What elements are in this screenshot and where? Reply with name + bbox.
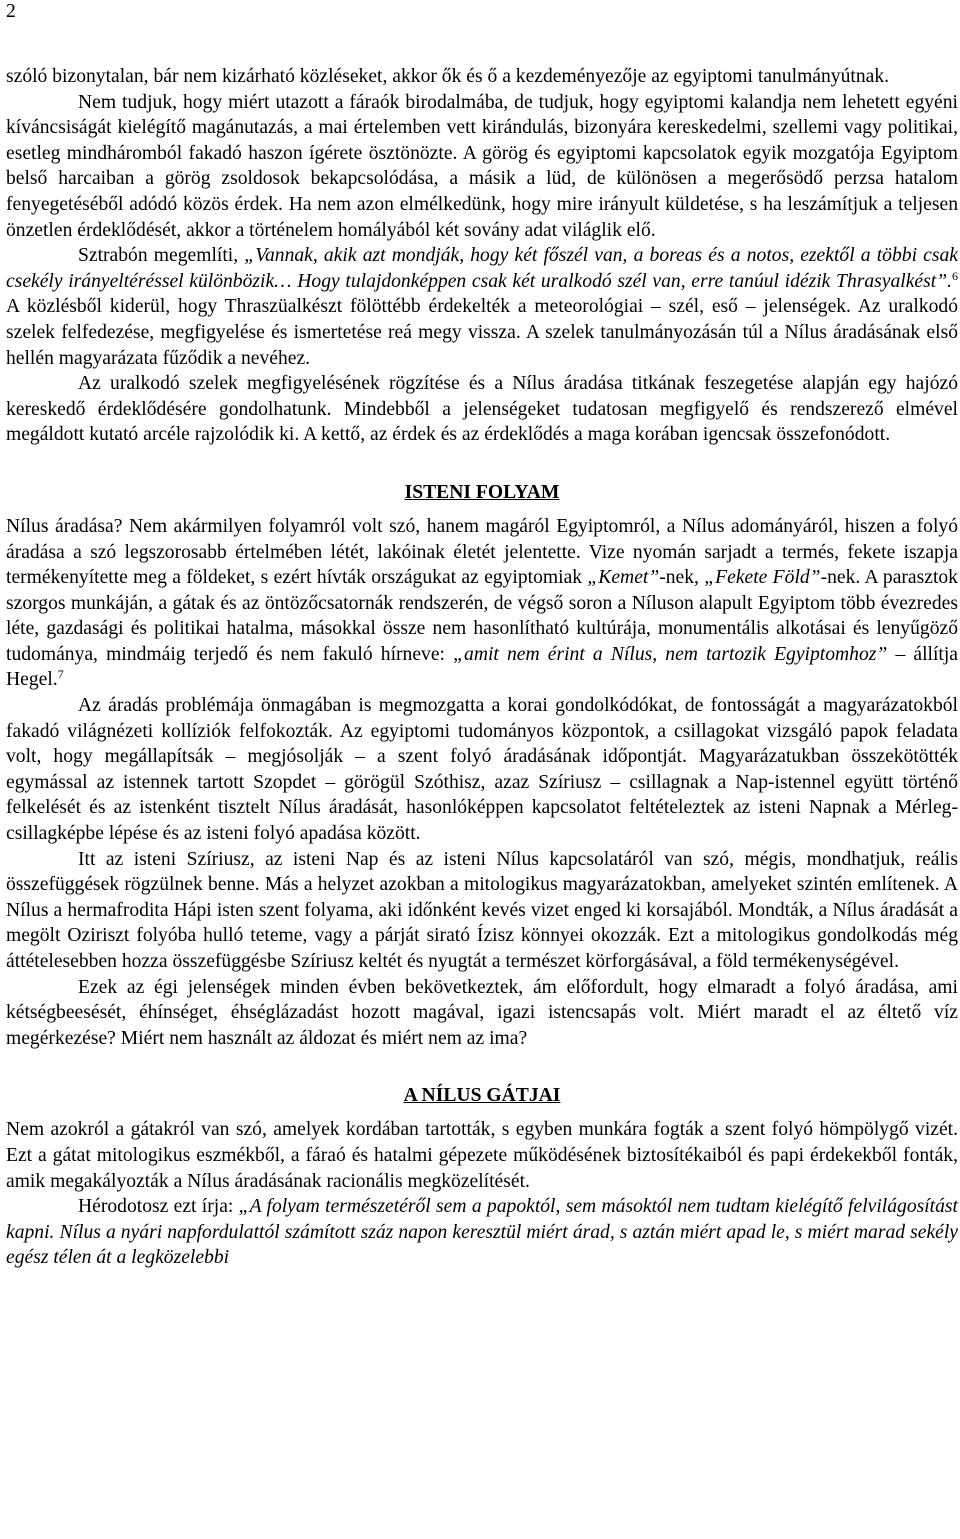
document-body [6,64,958,1271]
strabon-lead: Sztrabón megemlíti, [78,245,245,267]
paragraph-journey: Nem tudjuk, hogy miért utazott a fáraók birodalmába, de tudjuk, hogy egyiptomi kalandja nem lehetett egyéni kíváncsiságát kielégítő magánutazás, a mai értelemben vett kirándulás, bizonyára kereskedelmi, szellemi vagy politikai, esetleg mindháromból fakadó haszon ígérete ösztönözte. A görög és egyiptomi kapcsolatok egyik mozgatója Egyiptom belső harcaiban a görög zsoldosok bekapcsolódása, a másik a lüd, de különösen a megerősödő perzsa hatalom fenyegetéséből adódó közös érdek. Ha nem azon elmélkedünk, hogy mire irányult küldetése, s ha leszámítjuk a teljesen önzetlen érdeklődését, akkor a történelem homályából két sovány adat világlik elő. [6,91,958,241]
section-title-isteni-folyam [6,480,958,506]
paragraph-herodotosz [6,1194,958,1271]
paragraph-isteni-sziriusz: Itt az isteni Szíriusz, az isteni Nap és az isteni Nílus kapcsolatáról van szó, mégis, mondhatjuk, reális összefüggések rögzülnek benne. Más a helyzet azokban a mitologikus magyarázatokban, amelyeket szintén említenek. A Nílus a hermafrodita Hápi isten szent folyama, aki időnként kevés vizet enged ki korsajából. Mondták, a Nílus áradását a megölt Oziriszt folyóba hulló teteme, vagy a párját sirató Ízisz könnyei okozzák. Ezt a mitologikus gondolkodás még áttételesebben hozza összefüggésbe Szíriusz keltét és nyugtát a természet körforgásával, a föld termékenységével. [6,848,958,972]
herodotosz-lead: Hérodotosz ezt írja: [78,1196,239,1218]
footnote-ref-6: 6 [952,268,958,283]
paragraph-aradas-problema: Az áradás problémája önmagában is megmozgatta a korai gondolkódókat, de fontosságát a magyarázatokból fakadó világnézeti kollíziók felfokozták. Az egyiptomi tudományos központok, a csillagokat vizsgáló papok feladata volt, hogy megállapítsák – megjósolják – a szent folyó áradásának időpontját. Magyarázatukban összekötötték egymással az istennek tartott Szopdet – görögül Szóthisz, azaz Szíriusz – csillagnak a Nap-istennel együtt történő felkelését és az istenként tisztelt Nílus áradását, hasonlóképpen kapcsolatot feltételeztek az isteni Napnak a Mérleg-csillagképbe lépése és az isteni folyó apadása között. [6,695,958,845]
herodotosz-quote: „A folyam természetéről sem a papoktól, sem másoktól nem tudtam kielégítő felvilágosítást kapni. Nílus a nyári napfordulattól számított száz napon keresztül miért árad, s aztán miért apad le, s miért marad sekély egész télen át a legközelebbi [6,1196,958,1269]
strabon-rest: A közlésből kiderül, hogy Thraszüalkészt fölöttébb érdekelték a meteorológiai – szél, eső – jelenségek. Az uralkodó szelek felfedezése, megfigyelése és ismertetése reá megy vissza. A szelek tanulmányozásán túl a Nílus áradásának első hellén magyarázata fűződik a nevéhez. [6,296,958,369]
paragraph-gatakrol: Nem azokról a gátakról van szó, amelyek kordában tartották, s egyben munkára fogták a szent folyó hömpölygő vizét. Ezt a gátat mitologikus eszmékből, a fáraó és hatalmi gépezete működésének biztosítékaiból és papi érdekekből fonták, amik megakályozták a Nílus áradásának racionális megközelítését. [6,1119,958,1192]
paragraph-egi-jelensegek: Ezek az égi jelenségek minden évben bekövetkeztek, ám előfordult, hogy elmaradt a folyó áradása, ami kétségbeesését, éhínséget, éhséglázadást hozott magával, igazi istencsapás volt. Miért maradt el az éltető víz megérkezése? Miért nem használt az áldozat és miért nem az ima? [6,976,958,1049]
strabon-quote: „Vannak, akik azt mondják, hogy két főszél van, a boreas és a notos, ezektől a többi csak csekély irányeltéréssel különbözik… Hogy tulajdonképpen csak két uralkodó szél van, erre tanúul idézik Thrasyalkést”. [6,245,958,292]
paragraph-text: -nek, [659,567,705,589]
paragraph-text: -nek. A parasztok szorgos munkáján, a gátak és az öntözőcsatornák rendszerén, de végső soron a Níluson alapult Egyiptom több évezredes léte, gazdasági és politikai hatalma, másokkal össze nem hasonlítható kultúrája, monumentális alkotásai és lenyűgöző tudománya, mindmáig terjedő és nem fakuló hírneve: [6,567,958,665]
section-title-rest: ÍLUS GÁTJAI [435,1085,561,1107]
footnote-ref-7: 7 [57,667,64,682]
fekete-fold-term: „Fekete Föld” [704,567,821,589]
paragraph-nilus-aradasa [6,514,958,693]
paragraph-merchant: Az uralkodó szelek megfigyelésének rögzítése és a Nílus áradása titkának feszegetése alapján egy hajózó kereskedő érdeklődésére gondolhatunk. Mindebből a jelenségeket tudatosan megfigyelő és rendszerező elmével megáldott kutató arcéle rajzolódik ki. A kettő, az érdek és az érdeklődés a maga korában igencsak összefonódott. [6,373,958,446]
section-title-initial: A N [403,1085,436,1107]
paragraph-strabon [6,243,958,371]
section-title-rest: STENI FOLYAM [412,481,560,503]
hegel-quote: „amit nem érint a Nílus, nem tartozik Egyiptomhoz” [453,643,888,665]
paragraph-intro-continuation: szóló bizonytalan, bár nem kizárható közléseket, akkor ők és ő a kezdeményezője az egyiptomi tanulmányútnak. [6,66,890,87]
kemet-term: „Kemet” [587,567,660,589]
section-title-nilus-gatjai [6,1083,958,1109]
page-number: 2 [6,1,16,22]
paragraph-text: – állítja Hegel. [6,643,958,691]
section-title-initial: I [404,481,413,503]
paragraph-text: Nílus áradása? Nem akármilyen folyamról volt szó, hanem magáról Egyiptomról, a Nílus adományáról, hiszen a folyó áradása a szó legszorosabb értelmében létét, lakóinak életét jelentette. Vize nyomán sarjadt a termés, fekete iszapja termékenyítette meg a földeket, s ezért hívták országukat az egyiptomiak [6,515,958,589]
